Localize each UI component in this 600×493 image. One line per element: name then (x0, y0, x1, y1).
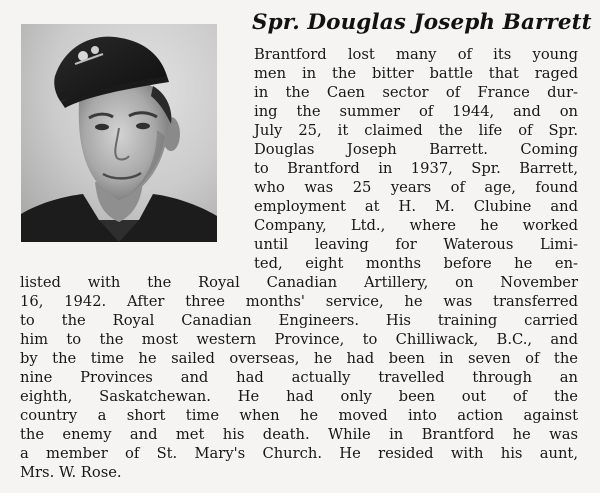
body-text-line: him to the most western Province, to Chilliwack, B.C., and (20, 331, 578, 348)
body-text-line: a member of St. Mary's Church. He resided with his aunt, (20, 445, 578, 462)
body-text-line: by the time he sailed overseas, he had been in seven of the (20, 350, 578, 367)
body-text-line: the enemy and met his death. While in Brantford he was (20, 426, 578, 443)
body-text-line: who was 25 years of age, found (254, 179, 578, 196)
body-text-line: to Brantford in 1937, Spr. Barrett, (254, 160, 578, 177)
body-text-line: Company, Ltd., where he worked (254, 217, 578, 234)
body-text-line: Douglas Joseph Barrett. Coming (254, 141, 578, 158)
body-text-line: country a short time when he moved into action against (20, 407, 578, 424)
body-text-line: listed with the Royal Canadian Artillery, on November (20, 274, 578, 291)
article-title: Spr. Douglas Joseph Barrett (252, 10, 592, 35)
body-text-line: July 25, it claimed the life of Spr. (254, 122, 578, 139)
body-text-line: nine Provinces and had actually travelled through an (20, 369, 578, 386)
body-text-line: in the Caen sector of France dur- (254, 84, 578, 101)
body-text-line-last: Mrs. W. Rose. (20, 464, 122, 481)
body-text-line: until leaving for Waterous Limi- (254, 236, 578, 253)
body-text-line: 16, 1942. After three months' service, he was transferred (20, 293, 578, 310)
body-text-line: to the Royal Canadian Engineers. His training carried (20, 312, 578, 329)
body-text-line: men in the bitter battle that raged (254, 65, 578, 82)
body-text-line: ing the summer of 1944, and on (254, 103, 578, 120)
body-text-line: employment at H. M. Clubine and (254, 198, 578, 215)
body-text-line: ted, eight months before he en- (254, 255, 578, 272)
body-text-line: Brantford lost many of its young (254, 46, 578, 63)
soldier-portrait-photo (21, 24, 217, 242)
body-text-line: eighth, Saskatchewan. He had only been out of the (20, 388, 578, 405)
